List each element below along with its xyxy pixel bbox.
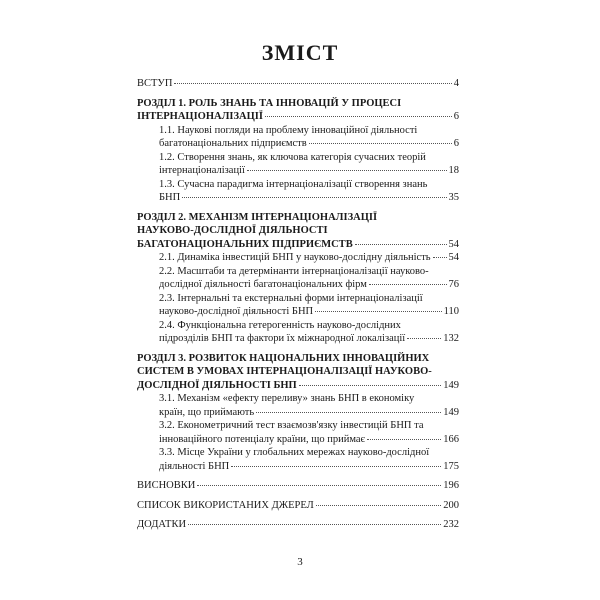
toc-page-number: 110 — [443, 306, 459, 317]
toc-entry-last-line — [137, 518, 459, 532]
dot-leader — [367, 439, 441, 440]
toc-entry-last-line — [159, 305, 459, 319]
page-title: ЗМІСТ — [261, 40, 339, 65]
toc-entry-text-line: 3.3. Місце України у глобальних мережах науково-дослідної — [159, 447, 430, 458]
toc-entry-last-line — [159, 406, 459, 420]
toc-page-number: 196 — [443, 480, 459, 491]
toc-subsection — [137, 151, 459, 178]
toc-entry-last-line — [137, 77, 459, 91]
toc-entry-label: багатонаціональних підприємств — [159, 138, 307, 149]
dot-leader — [247, 170, 447, 171]
toc-entry-last-line — [159, 137, 459, 151]
toc-entry-text-line: РОЗДІЛ 1. РОЛЬ ЗНАНЬ ТА ІННОВАЦІЙ У ПРОЦЕСІ — [137, 97, 402, 109]
dot-leader — [407, 338, 441, 339]
toc-page-number: 175 — [443, 460, 459, 472]
toc-chapter — [137, 97, 459, 124]
toc-entry-text-line: 1.3. Сучасна парадигма інтернаціоналізації створення знань — [159, 178, 428, 190]
toc-entry-text-line: 3.2. Економетричний тест взаємозв'язку інвестицій БНП та — [159, 420, 424, 431]
toc-entry-last-line — [159, 278, 459, 292]
toc-entry-last-line — [137, 499, 459, 513]
toc-subsection — [137, 251, 459, 265]
dot-leader — [315, 311, 442, 312]
toc-entry-text-line: НАУКОВО-ДОСЛІДНОЇ ДІЯЛЬНОСТІ — [137, 225, 328, 236]
toc-chapter — [137, 352, 459, 393]
toc-entry-last-line — [137, 379, 459, 393]
toc-entry-last-line — [159, 251, 459, 265]
toc-entry-last-line — [159, 332, 459, 346]
toc-entry-label: інтернаціоналізації — [159, 165, 245, 176]
toc-page-number: 76 — [448, 279, 459, 290]
toc-entry-last-line — [159, 460, 459, 474]
toc-entry-last-line — [137, 110, 459, 124]
toc-entry-label: ДОСЛІДНОЇ ДІЯЛЬНОСТІ БНП — [137, 379, 297, 391]
dot-leader — [369, 284, 447, 285]
toc-entry-label: підрозділів БНП та фактори їх міжнародної локалізації — [159, 333, 406, 344]
toc-entry-text-line: РОЗДІЛ 2. МЕХАНІЗМ ІНТЕРНАЦІОНАЛІЗАЦІЇ — [137, 211, 378, 223]
toc-page-number: 6 — [453, 111, 459, 122]
toc-page-number: 54 — [448, 238, 459, 250]
toc-entry-text-line: 1.2. Створення знань, як ключова категорія сучасних теорій — [159, 151, 426, 163]
toc-entry-label: БНП — [159, 192, 181, 203]
toc-page-number: 232 — [443, 519, 459, 530]
dot-leader — [256, 412, 441, 413]
toc-entry-last-line — [159, 164, 459, 178]
toc-entry-last-line — [137, 479, 459, 493]
dot-leader — [188, 524, 441, 525]
toc-entry-label: науково-дослідної діяльності БНП — [159, 306, 314, 317]
toc-entry-label: ДОДАТКИ — [137, 519, 187, 530]
toc-entry-text-line: 2.2. Масштаби та детермінанти інтернаціоналізації науково- — [159, 265, 429, 277]
toc-entry-label: діяльності БНП — [159, 460, 230, 472]
dot-leader — [174, 83, 451, 84]
toc-entry-text-line: 3.1. Механізм «ефекту переливу» знань БНП в економіку — [159, 393, 415, 404]
dot-leader — [309, 143, 452, 144]
toc-page-number: 4 — [453, 78, 459, 89]
dot-leader — [197, 485, 441, 486]
toc-page-number: 200 — [443, 499, 459, 511]
toc-entry-last-line — [159, 433, 459, 447]
toc-page-number: 166 — [443, 433, 459, 445]
toc-chapter — [137, 211, 459, 252]
dot-leader — [182, 197, 446, 198]
toc-page-number: 132 — [443, 333, 459, 344]
toc-subsection — [137, 392, 459, 419]
toc-subsection — [137, 265, 459, 292]
toc-subsection — [137, 419, 459, 446]
toc-subsection — [137, 319, 459, 346]
toc-entry-last-line — [159, 191, 459, 205]
toc-page-number: 149 — [443, 406, 459, 418]
toc-entry — [137, 479, 459, 493]
toc-entry-last-line — [137, 238, 459, 252]
dot-leader — [265, 116, 452, 117]
toc-entry — [137, 499, 459, 513]
toc-subsection — [137, 446, 459, 473]
toc-entry-label: ВИСНОВКИ — [137, 480, 196, 491]
toc-entry-text-line: 2.4. Функціональна гетерогенність науково-дослідних — [159, 319, 401, 331]
dot-leader — [299, 385, 442, 386]
toc-entry-label: ВСТУП — [137, 78, 173, 89]
toc-entry — [137, 77, 459, 91]
toc-entry-text-line: РОЗДІЛ 3. РОЗВИТОК НАЦІОНАЛЬНИХ ІННОВАЦІЙНИХ — [137, 352, 430, 364]
toc-subsection — [137, 124, 459, 151]
dot-leader — [433, 257, 447, 258]
toc-entry-label: країн, що приймають — [159, 406, 255, 418]
toc-entry-label: БАГАТОНАЦІОНАЛЬНИХ ПІДПРИЄМСТВ — [137, 238, 353, 250]
toc-subsection — [137, 178, 459, 205]
page-number: 3 — [297, 556, 303, 568]
toc-entry-text-line: 1.1. Наукові погляди на проблему інноваційної діяльності — [159, 124, 418, 136]
toc-entry-label: СПИСОК ВИКОРИСТАНИХ ДЖЕРЕЛ — [137, 499, 314, 511]
toc-page-number: 149 — [443, 379, 459, 391]
toc-subsection — [137, 292, 459, 319]
toc-entry-label: інноваційного потенціалу країни, що приймає — [159, 433, 366, 445]
toc-entry-label: дослідної діяльності багатонаціональних фірм — [159, 279, 367, 290]
toc-entry-label: ІНТЕРНАЦІОНАЛІЗАЦІЇ — [137, 111, 263, 122]
dot-leader — [355, 244, 447, 245]
toc-entry-text-line: 2.3. Інтернальні та екстернальні форми інтернаціоналізації — [159, 292, 423, 304]
toc-page-number: 35 — [448, 192, 459, 203]
toc-entry-text-line: СИСТЕМ В УМОВАХ ІНТЕРНАЦІОНАЛІЗАЦІЇ НАУКОВО- — [137, 366, 432, 377]
toc-entry — [137, 518, 459, 532]
toc-page-number: 6 — [453, 138, 459, 149]
dot-leader — [316, 505, 441, 506]
toc-entry-label: 2.1. Динаміка інвестицій БНП у науково-дослідну діяльність — [159, 252, 431, 263]
table-of-contents — [137, 77, 459, 532]
dot-leader — [231, 466, 441, 467]
toc-page-number: 54 — [448, 252, 459, 263]
toc-page-number: 18 — [448, 165, 459, 176]
